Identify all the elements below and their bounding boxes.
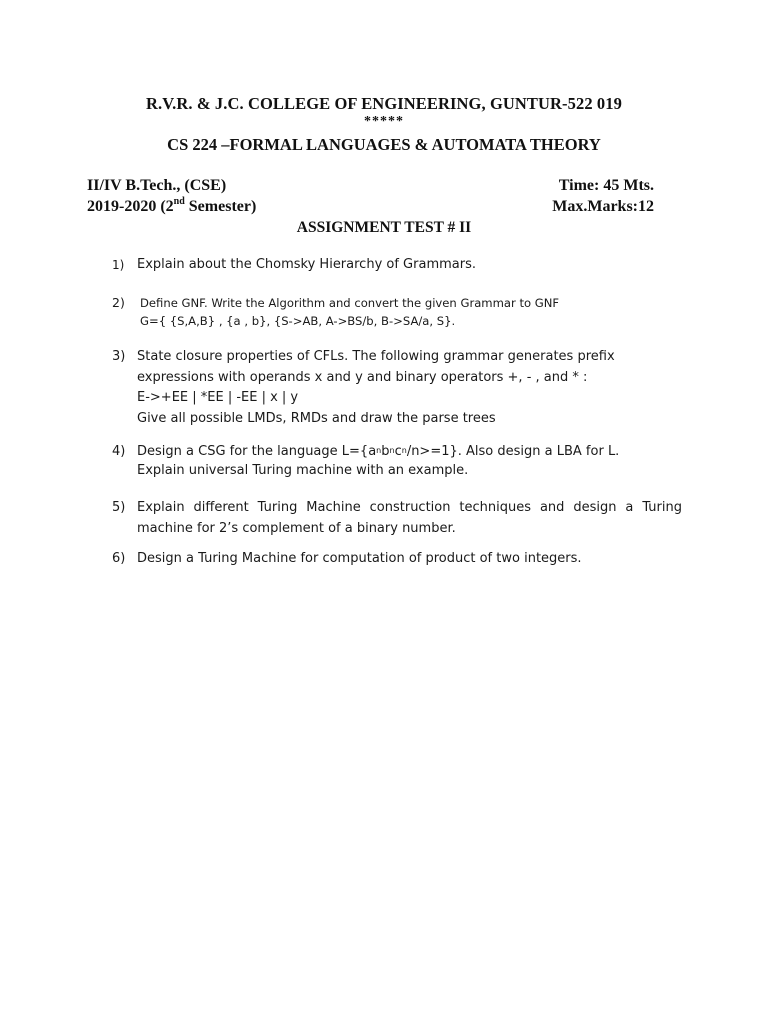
question-5 xyxy=(112,497,682,539)
grammar-definition: G={ {S,A,B} , {a , b}, {S->AB, A->BS/b, B->SA/a, S}. xyxy=(140,314,456,328)
superscript-n: n xyxy=(401,446,407,455)
question-2 xyxy=(112,294,682,330)
question-text xyxy=(137,442,682,461)
question-number: 5) xyxy=(112,500,126,515)
course-title: CS 224 –FORMAL LANGUAGES & AUTOMATA THEORY xyxy=(167,135,601,154)
text-part: c xyxy=(394,444,402,459)
superscript-n: n xyxy=(389,446,395,455)
question-3 xyxy=(112,347,682,429)
exam-time: Time: 45 Mts. xyxy=(558,177,654,194)
college-name: R.V.R. & J.C. COLLEGE OF ENGINEERING, GUNTUR-522 019 xyxy=(146,94,622,113)
question-4 xyxy=(112,442,682,480)
academic-year-suffix: Semester) xyxy=(184,198,257,215)
separator-stars: ***** xyxy=(364,114,404,129)
question-text: Explain different Turing Machine construction techniques and design a Turing machine for 2’s complement of a binary number. xyxy=(137,500,682,536)
question-text: expressions with operands x and y and binary operators +, - , and * : xyxy=(137,369,588,385)
academic-year-prefix: 2019-2020 (2 xyxy=(87,198,174,215)
question-text: State closure properties of CFLs. The following grammar generates prefix xyxy=(137,349,615,364)
question-number: 3) xyxy=(112,349,126,364)
question-number: 4) xyxy=(112,444,126,459)
text-part: b xyxy=(381,444,390,459)
question-number: 2) xyxy=(112,295,125,310)
max-marks: Max.Marks:12 xyxy=(552,198,654,215)
program-label: II/IV B.Tech., (CSE) xyxy=(87,177,227,194)
question-text: Explain about the Chomsky Hierarchy of Grammars. xyxy=(137,257,476,272)
question-text: Give all possible LMDs, RMDs and draw the parse trees xyxy=(137,410,496,426)
question-text: Explain universal Turing machine with an example. xyxy=(137,463,469,478)
question-text: Define GNF. Write the Algorithm and convert the given Grammar to GNF xyxy=(140,296,560,310)
question-number: 6) xyxy=(112,551,126,566)
academic-year xyxy=(87,198,256,216)
question-1 xyxy=(112,257,682,272)
text-part: Design a CSG for the language L={a xyxy=(137,444,377,459)
superscript-n: n xyxy=(376,446,382,455)
question-text: Design a Turing Machine for computation of product of two integers. xyxy=(137,551,582,566)
question-6 xyxy=(112,551,682,566)
assignment-title: ASSIGNMENT TEST # II xyxy=(296,219,472,236)
grammar-production: E->+EE | *EE | -EE | x | y xyxy=(137,390,299,405)
semester-ordinal: nd xyxy=(173,196,185,207)
text-part: /n>=1}. Also design a LBA for L. xyxy=(406,444,620,459)
question-number: 1) xyxy=(112,258,125,272)
